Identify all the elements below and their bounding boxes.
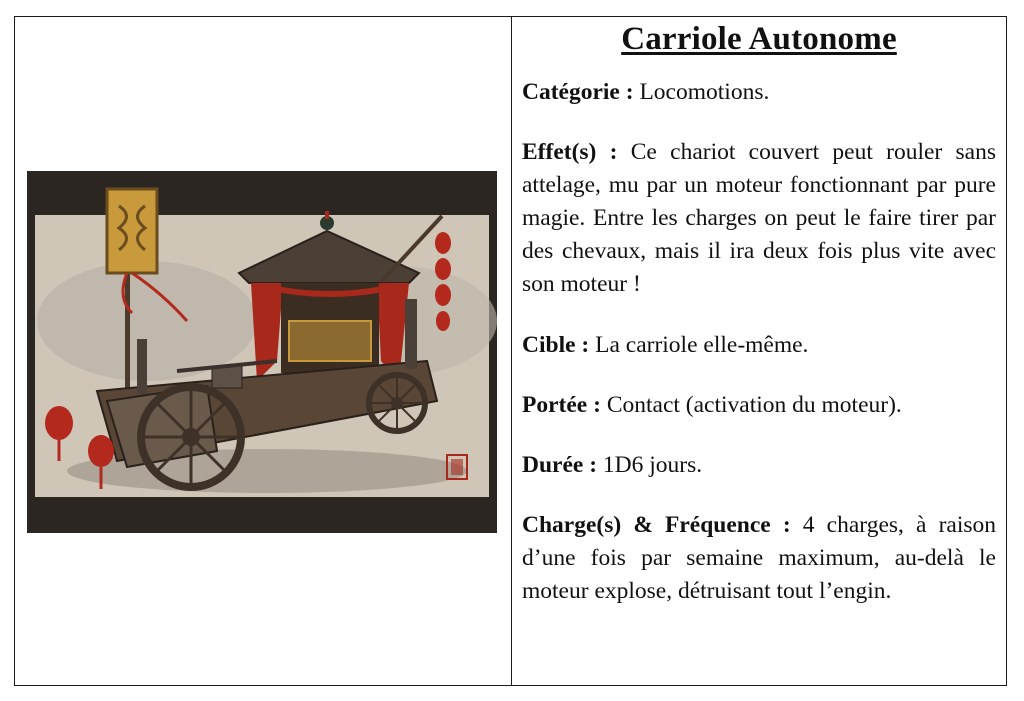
effect-field — [522, 136, 996, 301]
target-field — [522, 329, 996, 362]
carriage-illustration — [27, 171, 497, 533]
category-label: Catégorie : — [522, 79, 634, 105]
duration-label: Durée : — [522, 452, 598, 478]
item-card — [14, 16, 1007, 686]
range-value: Contact (activation du moteur). — [600, 392, 902, 418]
target-value: La carriole elle-même. — [589, 332, 809, 358]
charges-label: Charge(s) & Fréquence : — [522, 512, 791, 538]
effect-value: Ce chariot couvert peut rouler sans attelage, mu par un moteur fonctionnant par pure magie. Entre les charges on peut le faire tirer par des chevaux, mais il ira deux fois plus vite avec son moteur ! — [522, 139, 996, 297]
range-label: Portée : — [522, 392, 601, 418]
range-field — [522, 389, 996, 422]
effect-label: Effet(s) : — [522, 139, 618, 165]
text-cell — [512, 17, 1006, 685]
image-cell — [15, 17, 512, 685]
duration-field — [522, 449, 996, 482]
category-field — [522, 76, 996, 109]
charges-field — [522, 509, 996, 608]
duration-value: 1D6 jours. — [597, 452, 703, 478]
charges-value: 4 charges, à raison d’une fois par semaine maximum, au-delà le moteur explose, détruisant tout l’engin. — [522, 512, 996, 604]
target-label: Cible : — [522, 332, 590, 358]
item-title: Carriole Autonome — [621, 21, 897, 57]
category-value: Locomotions. — [633, 79, 770, 105]
